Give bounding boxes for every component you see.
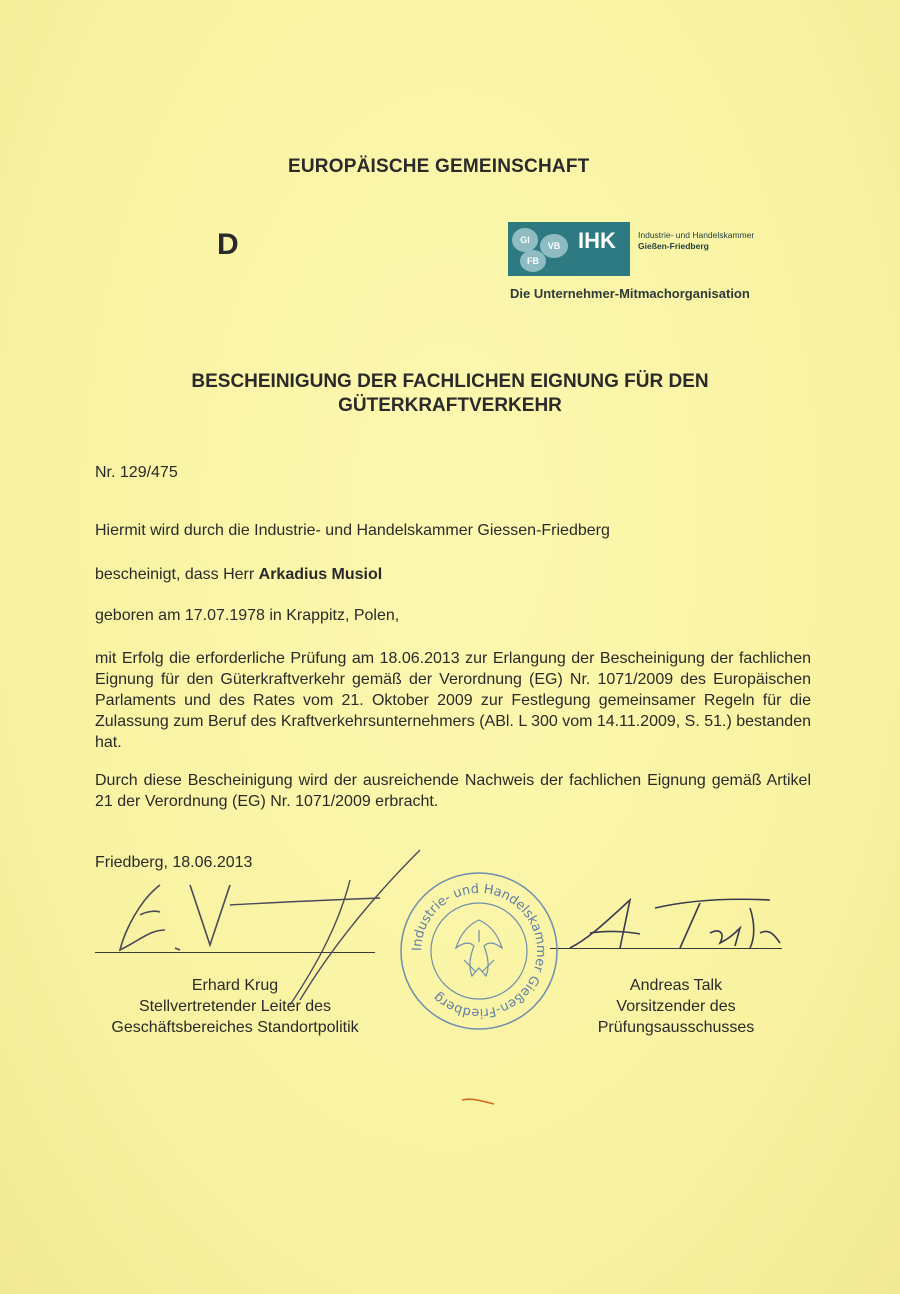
stamp-ring-text: Industrie- und Handelskammer Gießen-Friedberg — [409, 881, 549, 1021]
certifies-prefix: bescheinigt, dass Herr — [95, 566, 259, 583]
intro-text: Hiermit wird durch die Industrie- und Handelskammer Giessen-Friedberg — [95, 522, 610, 539]
orange-mark — [458, 1092, 498, 1108]
ihk-name-line2: Gießen-Friedberg — [638, 241, 709, 251]
logo-bubble-gi: GI — [512, 228, 538, 252]
country-code: D — [217, 228, 239, 261]
signatory-right — [560, 975, 792, 1038]
signatory-left-role2: Geschäftsbereiches Standortpolitik — [111, 1019, 359, 1036]
signatory-left-name: Erhard Krug — [191, 977, 279, 994]
signatory-right-role1: Vorsitzender des — [616, 998, 736, 1015]
ihk-slogan: Die Unternehmer-Mitmachorganisation — [510, 286, 750, 301]
logo-bubble-vb: VB — [540, 234, 568, 258]
place-date: Friedberg, 18.06.2013 — [95, 854, 253, 871]
signatory-left — [95, 975, 375, 1038]
ihk-chamber-name — [638, 230, 754, 252]
title-line2: GÜTERKRAFTVERKEHR — [338, 395, 562, 416]
official-stamp — [398, 870, 560, 1032]
certificate-title — [0, 370, 900, 418]
certificate-number: Nr. 129/475 — [95, 464, 178, 481]
ihk-name-line1: Industrie- und Handelskammer — [638, 230, 755, 240]
certifies-line — [95, 564, 382, 586]
exam-paragraph: mit Erfolg die erforderliche Prüfung am 18.06.2013 zur Erlangung der Bescheinigung der fachlichen Eignung für den Güterkraftverkehr gemäß der Verordnung (EG) Nr. 1071/2009 des Europäischen Parlaments und des Rates vom 21. Oktober 2009 zur Festlegung gemeinsamer Regeln für die Zulassung zum Beruf des Kraftverkehrsunternehmers (ABl. L 300 vom 14.11.2009, S. 51.) bestanden hat. — [95, 650, 811, 751]
community-heading: EUROPÄISCHE GEMEINSCHAFT — [288, 156, 590, 177]
proof-paragraph: Durch diese Bescheinigung wird der ausreichende Nachweis der fachlichen Eignung gemäß Artikel 21 der Verordnung (EG) Nr. 1071/2009 erbracht. — [95, 772, 811, 810]
logo-bubble-fb: FB — [520, 250, 546, 272]
signatory-left-role1: Stellvertretender Leiter des — [138, 998, 332, 1015]
signatory-right-role2: Prüfungsausschusses — [597, 1019, 755, 1036]
signature-talk — [560, 888, 790, 958]
signatory-right-name: Andreas Talk — [629, 977, 723, 994]
ihk-abbreviation: IHK — [578, 228, 616, 253]
birth-line: geboren am 17.07.1978 in Krappitz, Polen, — [95, 607, 400, 624]
holder-name: Arkadius Musiol — [258, 566, 383, 583]
title-line1: BESCHEINIGUNG DER FACHLICHEN EIGNUNG FÜR DEN — [191, 371, 709, 392]
eagle-emblem-icon — [456, 920, 502, 976]
